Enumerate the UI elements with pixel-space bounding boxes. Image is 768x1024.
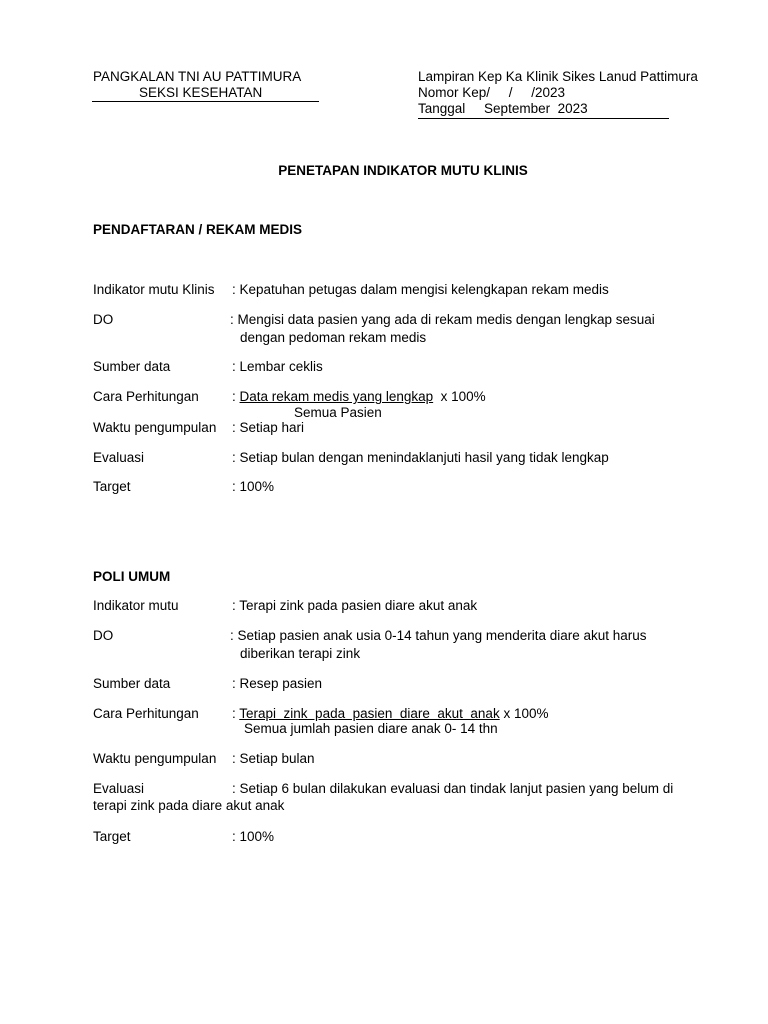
label-indikator: Indikator mutu <box>93 598 179 613</box>
label-evaluasi: Evaluasi <box>93 450 145 465</box>
label-target: Target <box>93 829 131 844</box>
section-heading-rekam-medis: PENDAFTARAN / REKAM MEDIS <box>93 222 302 237</box>
header-right-rule <box>418 118 669 119</box>
formula-denominator: Semua jumlah pasien diare anak 0- 14 thn <box>244 721 498 736</box>
value-cara-perhitungan <box>232 389 486 405</box>
page-title: PENETAPAN INDIKATOR MUTU KLINIS <box>278 163 528 178</box>
header-nomor: Nomor Kep/ / /2023 <box>418 85 566 100</box>
value-do-line1: : Setiap pasien anak usia 0-14 tahun yang menderita diare akut harus <box>230 628 647 643</box>
formula-denominator: Semua Pasien <box>294 405 382 420</box>
value-indikator: : Terapi zink pada pasien diare akut anak <box>232 598 478 613</box>
header-left-rule <box>92 101 319 102</box>
value-indikator: : Kepatuhan petugas dalam mengisi kelengkapan rekam medis <box>232 282 609 297</box>
formula-colon: : <box>232 706 236 721</box>
label-sumber-data: Sumber data <box>93 359 171 374</box>
formula-multiplier: x 100% <box>440 389 486 404</box>
header-tanggal: Tanggal September 2023 <box>418 101 588 116</box>
header-lampiran: Lampiran Kep Ka Klinik Sikes Lanud Pattimura <box>418 69 698 84</box>
formula-colon: : <box>232 389 236 404</box>
value-do-line2: diberikan terapi zink <box>240 646 361 661</box>
value-target: : 100% <box>232 479 275 494</box>
value-waktu-pengumpulan: : Setiap hari <box>232 420 305 435</box>
value-do-line1: : Mengisi data pasien yang ada di rekam medis dengan lengkap sesuai <box>230 312 655 327</box>
value-sumber-data: : Resep pasien <box>232 676 323 691</box>
header-org-unit: SEKSI KESEHATAN <box>139 85 263 100</box>
label-cara-perhitungan: Cara Perhitungan <box>93 389 199 404</box>
value-cara-perhitungan <box>232 706 549 722</box>
value-do-line2: dengan pedoman rekam medis <box>240 330 427 345</box>
section-heading-poli-umum: POLI UMUM <box>93 569 171 584</box>
label-waktu-pengumpulan: Waktu pengumpulan <box>93 420 217 435</box>
formula-numerator: Terapi zink pada pasien diare akut anak <box>239 706 500 721</box>
value-target: : 100% <box>232 829 275 844</box>
value-evaluasi-line2: terapi zink pada diare akut anak <box>93 798 285 813</box>
label-sumber-data: Sumber data <box>93 676 171 691</box>
value-waktu-pengumpulan: : Setiap bulan <box>232 751 315 766</box>
label-cara-perhitungan: Cara Perhitungan <box>93 706 199 721</box>
formula-multiplier: x 100% <box>503 706 549 721</box>
label-waktu-pengumpulan: Waktu pengumpulan <box>93 751 217 766</box>
value-evaluasi: : Setiap bulan dengan menindaklanjuti hasil yang tidak lengkap <box>232 450 609 465</box>
label-evaluasi: Evaluasi <box>93 781 145 796</box>
label-indikator: Indikator mutu Klinis <box>93 282 215 297</box>
value-evaluasi-line1: : Setiap 6 bulan dilakukan evaluasi dan tindak lanjut pasien yang belum di <box>232 781 674 796</box>
label-target: Target <box>93 479 131 494</box>
header-org-name: PANGKALAN TNI AU PATTIMURA <box>93 69 302 84</box>
value-sumber-data: : Lembar ceklis <box>232 359 323 374</box>
formula-numerator: Data rekam medis yang lengkap <box>239 389 434 404</box>
label-do: DO <box>93 628 114 643</box>
label-do: DO <box>93 312 114 327</box>
